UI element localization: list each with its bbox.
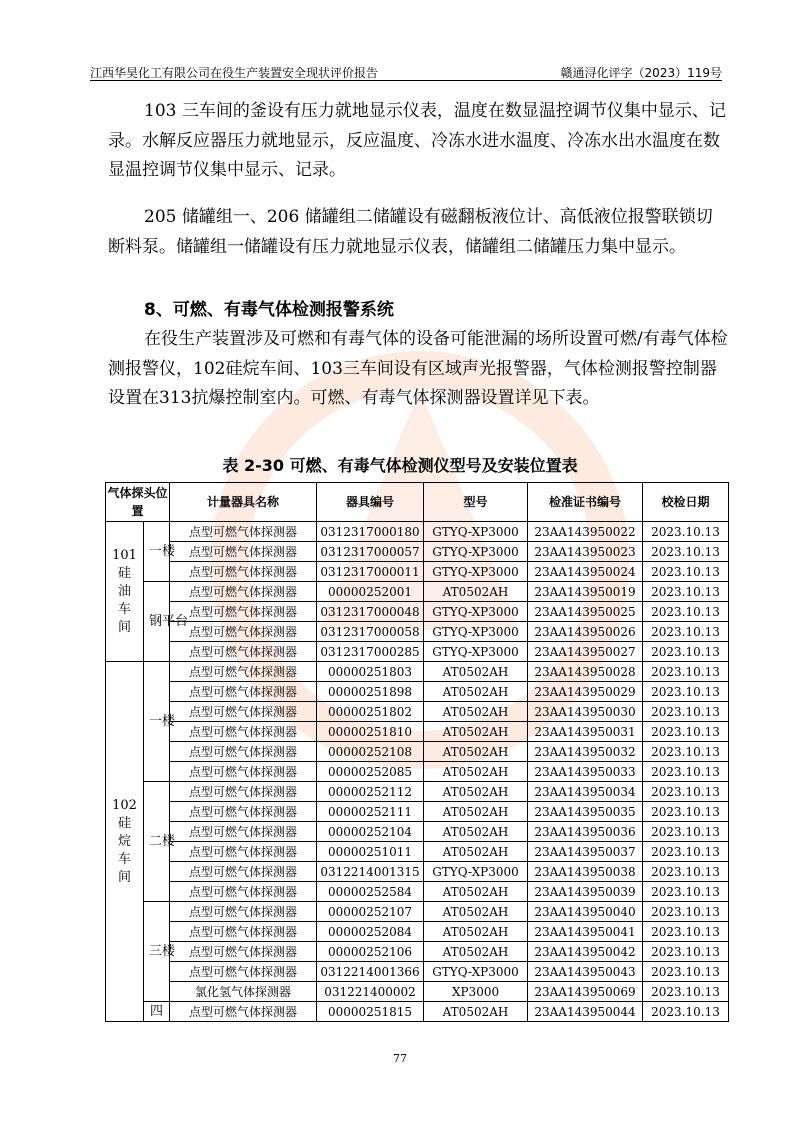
workshop-label-part: 101 — [112, 547, 137, 563]
cell-cert: 23AA143950027 — [528, 642, 643, 662]
cell-serial: 00000251011 — [317, 842, 424, 862]
workshop-label-part: 硅 — [117, 565, 131, 581]
cell-date: 2023.10.13 — [643, 982, 729, 1002]
cell-serial: 00000251810 — [317, 722, 424, 742]
cell-serial: 0312317000048 — [317, 602, 424, 622]
table-row — [106, 802, 729, 822]
floor-cell-f3: 三楼 — [144, 902, 170, 1002]
header-model: 型号 — [424, 483, 528, 522]
cell-model: AT0502AH — [424, 762, 528, 782]
cell-name: 点型可燃气体探测器 — [170, 742, 317, 762]
cell-name: 点型可燃气体探测器 — [170, 922, 317, 942]
cell-date: 2023.10.13 — [643, 922, 729, 942]
cell-name: 点型可燃气体探测器 — [170, 622, 317, 642]
cell-name: 点型可燃气体探测器 — [170, 822, 317, 842]
cell-name: 点型可燃气体探测器 — [170, 522, 317, 542]
cell-cert: 23AA143950023 — [528, 542, 643, 562]
cell-model: AT0502AH — [424, 922, 528, 942]
table-caption: 表 2-30 可燃、有毒气体检测仪型号及安装位置表 — [222, 456, 578, 475]
table-row — [106, 842, 729, 862]
cell-cert: 23AA143950022 — [528, 522, 643, 542]
cell-serial: 00000251802 — [317, 702, 424, 722]
floor-cell-f4: 四 — [144, 1002, 170, 1022]
floor-cell-f1b: 一楼 — [144, 662, 170, 782]
cell-model: AT0502AH — [424, 702, 528, 722]
cell-serial: 00000252106 — [317, 942, 424, 962]
cell-name: 点型可燃气体探测器 — [170, 1002, 317, 1022]
paragraph-1: 103 三车间的釜设有压力就地显示仪表，温度在数显温控调节仪集中显示、记录。水解反应器压力就地显示，反应温度、冷冻水进水温度、冷冻水出水温度在数显温控调节仪集中显示、记录。 — [108, 101, 726, 180]
cell-name: 点型可燃气体探测器 — [170, 562, 317, 582]
cell-name: 点型可燃气体探测器 — [170, 662, 317, 682]
page-number: 77 — [393, 1052, 407, 1065]
cell-date: 2023.10.13 — [643, 682, 729, 702]
floor-cell-f1: 一楼 — [144, 522, 170, 582]
cell-model: AT0502AH — [424, 722, 528, 742]
table-row — [106, 542, 729, 562]
header-serial: 器具编号 — [317, 483, 424, 522]
cell-model: GTYQ-XP3000 — [424, 622, 528, 642]
cell-date: 2023.10.13 — [643, 642, 729, 662]
cell-serial: 0312214001366 — [317, 962, 424, 982]
cell-serial: 00000252104 — [317, 822, 424, 842]
cell-model: AT0502AH — [424, 742, 528, 762]
cell-name: 点型可燃气体探测器 — [170, 802, 317, 822]
cell-cert: 23AA143950042 — [528, 942, 643, 962]
cell-serial: 0312317000180 — [317, 522, 424, 542]
table-row — [106, 902, 729, 922]
cell-cert: 23AA143950026 — [528, 622, 643, 642]
table-row — [106, 722, 729, 742]
cell-serial: 0312317000011 — [317, 562, 424, 582]
cell-date: 2023.10.13 — [643, 762, 729, 782]
header-cert: 检准证书编号 — [528, 483, 643, 522]
cell-cert: 23AA143950025 — [528, 602, 643, 622]
table-row — [106, 642, 729, 662]
cell-model: AT0502AH — [424, 902, 528, 922]
workshop-label-part: 车 — [117, 601, 131, 617]
table-row — [106, 582, 729, 602]
cell-serial: 00000252108 — [317, 742, 424, 762]
cell-date: 2023.10.13 — [643, 1002, 729, 1022]
table-row — [106, 822, 729, 842]
cell-name: 点型可燃气体探测器 — [170, 542, 317, 562]
cell-cert: 23AA143950044 — [528, 1002, 643, 1022]
cell-date: 2023.10.13 — [643, 862, 729, 882]
paragraph-2: 205 储罐组一、206 储罐组二储罐设有磁翻板液位计、高低液位报警联锁切断料泵。储罐组一储罐设有压力就地显示仪表，储罐组二储罐压力集中显示。 — [108, 207, 713, 257]
header-date: 校检日期 — [643, 483, 729, 522]
cell-date: 2023.10.13 — [643, 942, 729, 962]
cell-date: 2023.10.13 — [643, 882, 729, 902]
workshop-label-part: 车 — [117, 851, 131, 867]
table-row — [106, 782, 729, 802]
cell-cert: 23AA143950030 — [528, 702, 643, 722]
workshop-label-part: 硅 — [117, 815, 131, 831]
cell-model: AT0502AH — [424, 942, 528, 962]
cell-cert: 23AA143950034 — [528, 782, 643, 802]
workshop-label-part: 102 — [112, 797, 137, 813]
cell-serial: 00000252584 — [317, 882, 424, 902]
cell-date: 2023.10.13 — [643, 702, 729, 722]
table-row — [106, 562, 729, 582]
table-row — [106, 982, 729, 1002]
table-row — [106, 1002, 729, 1022]
cell-name: 点型可燃气体探测器 — [170, 722, 317, 742]
cell-name: 点型可燃气体探测器 — [170, 702, 317, 722]
cell-cert: 23AA143950037 — [528, 842, 643, 862]
paragraph-3: 在役生产装置涉及可燃和有毒气体的设备可能泄漏的场所设置可燃/有毒气体检测报警仪，102硅烷车间、103三车间设有区域声光报警器，气体检测报警控制器设置在313抗爆控制室内。可燃、有毒气体探测器设置详见下表。 — [108, 329, 728, 408]
cell-model: GTYQ-XP3000 — [424, 962, 528, 982]
cell-model: AT0502AH — [424, 782, 528, 802]
floor-cell-f2: 二楼 — [144, 782, 170, 902]
cell-date: 2023.10.13 — [643, 622, 729, 642]
cell-cert: 23AA143950040 — [528, 902, 643, 922]
detector-table — [105, 482, 729, 1022]
cell-name: 点型可燃气体探测器 — [170, 842, 317, 862]
cell-model: GTYQ-XP3000 — [424, 522, 528, 542]
cell-cert: 23AA143950029 — [528, 682, 643, 702]
table-row — [106, 862, 729, 882]
cell-cert: 23AA143950038 — [528, 862, 643, 882]
cell-name: 点型可燃气体探测器 — [170, 602, 317, 622]
cell-date: 2023.10.13 — [643, 782, 729, 802]
cell-name: 点型可燃气体探测器 — [170, 882, 317, 902]
table-row — [106, 742, 729, 762]
cell-date: 2023.10.13 — [643, 962, 729, 982]
cell-name: 点型可燃气体探测器 — [170, 862, 317, 882]
cell-name: 点型可燃气体探测器 — [170, 582, 317, 602]
cell-date: 2023.10.13 — [643, 662, 729, 682]
table-row — [106, 602, 729, 622]
table-header-row — [106, 483, 729, 522]
table-row — [106, 962, 729, 982]
cell-cert: 23AA143950031 — [528, 722, 643, 742]
table-row — [106, 882, 729, 902]
cell-serial: 00000252107 — [317, 902, 424, 922]
cell-model: AT0502AH — [424, 802, 528, 822]
cell-serial: 00000252112 — [317, 782, 424, 802]
cell-cert: 23AA143950035 — [528, 802, 643, 822]
cell-serial: 00000252111 — [317, 802, 424, 822]
cell-date: 2023.10.13 — [643, 582, 729, 602]
table-row — [106, 662, 729, 682]
cell-name: 点型可燃气体探测器 — [170, 762, 317, 782]
cell-cert: 23AA143950032 — [528, 742, 643, 762]
cell-serial: 00000252085 — [317, 762, 424, 782]
cell-model: AT0502AH — [424, 842, 528, 862]
table-row — [106, 762, 729, 782]
cell-date: 2023.10.13 — [643, 542, 729, 562]
workshop-101-cell — [106, 522, 144, 662]
cell-model: GTYQ-XP3000 — [424, 862, 528, 882]
cell-model: AT0502AH — [424, 822, 528, 842]
cell-model: AT0502AH — [424, 582, 528, 602]
cell-cert: 23AA143950041 — [528, 922, 643, 942]
cell-model: AT0502AH — [424, 1002, 528, 1022]
cell-serial: 0312317000057 — [317, 542, 424, 562]
header-right: 赣通浔化评字（2023）119号 — [560, 66, 722, 80]
cell-cert: 23AA143950039 — [528, 882, 643, 902]
cell-name: 点型可燃气体探测器 — [170, 962, 317, 982]
cell-serial: 0312317000058 — [317, 622, 424, 642]
cell-cert: 23AA143950043 — [528, 962, 643, 982]
workshop-label-part: 烷 — [117, 833, 131, 849]
cell-model: AT0502AH — [424, 682, 528, 702]
header-location: 气体探头位置 — [106, 483, 170, 522]
floor-cell-steel: 钢平台 — [144, 582, 170, 662]
table-row — [106, 622, 729, 642]
cell-model: GTYQ-XP3000 — [424, 542, 528, 562]
table-row — [106, 682, 729, 702]
table-row — [106, 942, 729, 962]
section-heading: 8、可燃、有毒气体检测报警系统 — [144, 300, 394, 320]
cell-cert: 23AA143950024 — [528, 562, 643, 582]
cell-model: GTYQ-XP3000 — [424, 642, 528, 662]
cell-date: 2023.10.13 — [643, 722, 729, 742]
cell-model: GTYQ-XP3000 — [424, 602, 528, 622]
cell-name: 点型可燃气体探测器 — [170, 902, 317, 922]
cell-model: AT0502AH — [424, 882, 528, 902]
cell-date: 2023.10.13 — [643, 562, 729, 582]
cell-date: 2023.10.13 — [643, 822, 729, 842]
cell-serial: 0312317000285 — [317, 642, 424, 662]
table-row — [106, 702, 729, 722]
cell-date: 2023.10.13 — [643, 902, 729, 922]
cell-serial: 00000252084 — [317, 922, 424, 942]
cell-date: 2023.10.13 — [643, 602, 729, 622]
cell-serial: 0312214001315 — [317, 862, 424, 882]
cell-date: 2023.10.13 — [643, 522, 729, 542]
cell-name: 点型可燃气体探测器 — [170, 642, 317, 662]
cell-serial: 00000251898 — [317, 682, 424, 702]
header-left: 江西华昊化工有限公司在役生产装置安全现状评价报告 — [90, 66, 379, 80]
cell-cert: 23AA143950033 — [528, 762, 643, 782]
cell-name: 点型可燃气体探测器 — [170, 782, 317, 802]
cell-name: 氯化氢气体探测器 — [170, 982, 317, 1002]
cell-serial: 031221400002 — [317, 982, 424, 1002]
cell-date: 2023.10.13 — [643, 742, 729, 762]
workshop-label-part: 间 — [117, 619, 131, 635]
cell-cert: 23AA143950028 — [528, 662, 643, 682]
cell-cert: 23AA143950069 — [528, 982, 643, 1002]
cell-name: 点型可燃气体探测器 — [170, 682, 317, 702]
header-name: 计量器具名称 — [170, 483, 317, 522]
workshop-102-cell — [106, 662, 144, 1022]
cell-date: 2023.10.13 — [643, 842, 729, 862]
table-row — [106, 522, 729, 542]
workshop-label-part: 间 — [117, 869, 131, 885]
cell-model: GTYQ-XP3000 — [424, 562, 528, 582]
cell-date: 2023.10.13 — [643, 802, 729, 822]
cell-serial: 00000251815 — [317, 1002, 424, 1022]
workshop-label-part: 油 — [117, 583, 131, 599]
cell-model: AT0502AH — [424, 662, 528, 682]
cell-cert: 23AA143950019 — [528, 582, 643, 602]
table-row — [106, 922, 729, 942]
cell-model: XP3000 — [424, 982, 528, 1002]
cell-serial: 00000252001 — [317, 582, 424, 602]
cell-serial: 00000251803 — [317, 662, 424, 682]
cell-cert: 23AA143950036 — [528, 822, 643, 842]
cell-name: 点型可燃气体探测器 — [170, 942, 317, 962]
page-header — [90, 62, 722, 81]
